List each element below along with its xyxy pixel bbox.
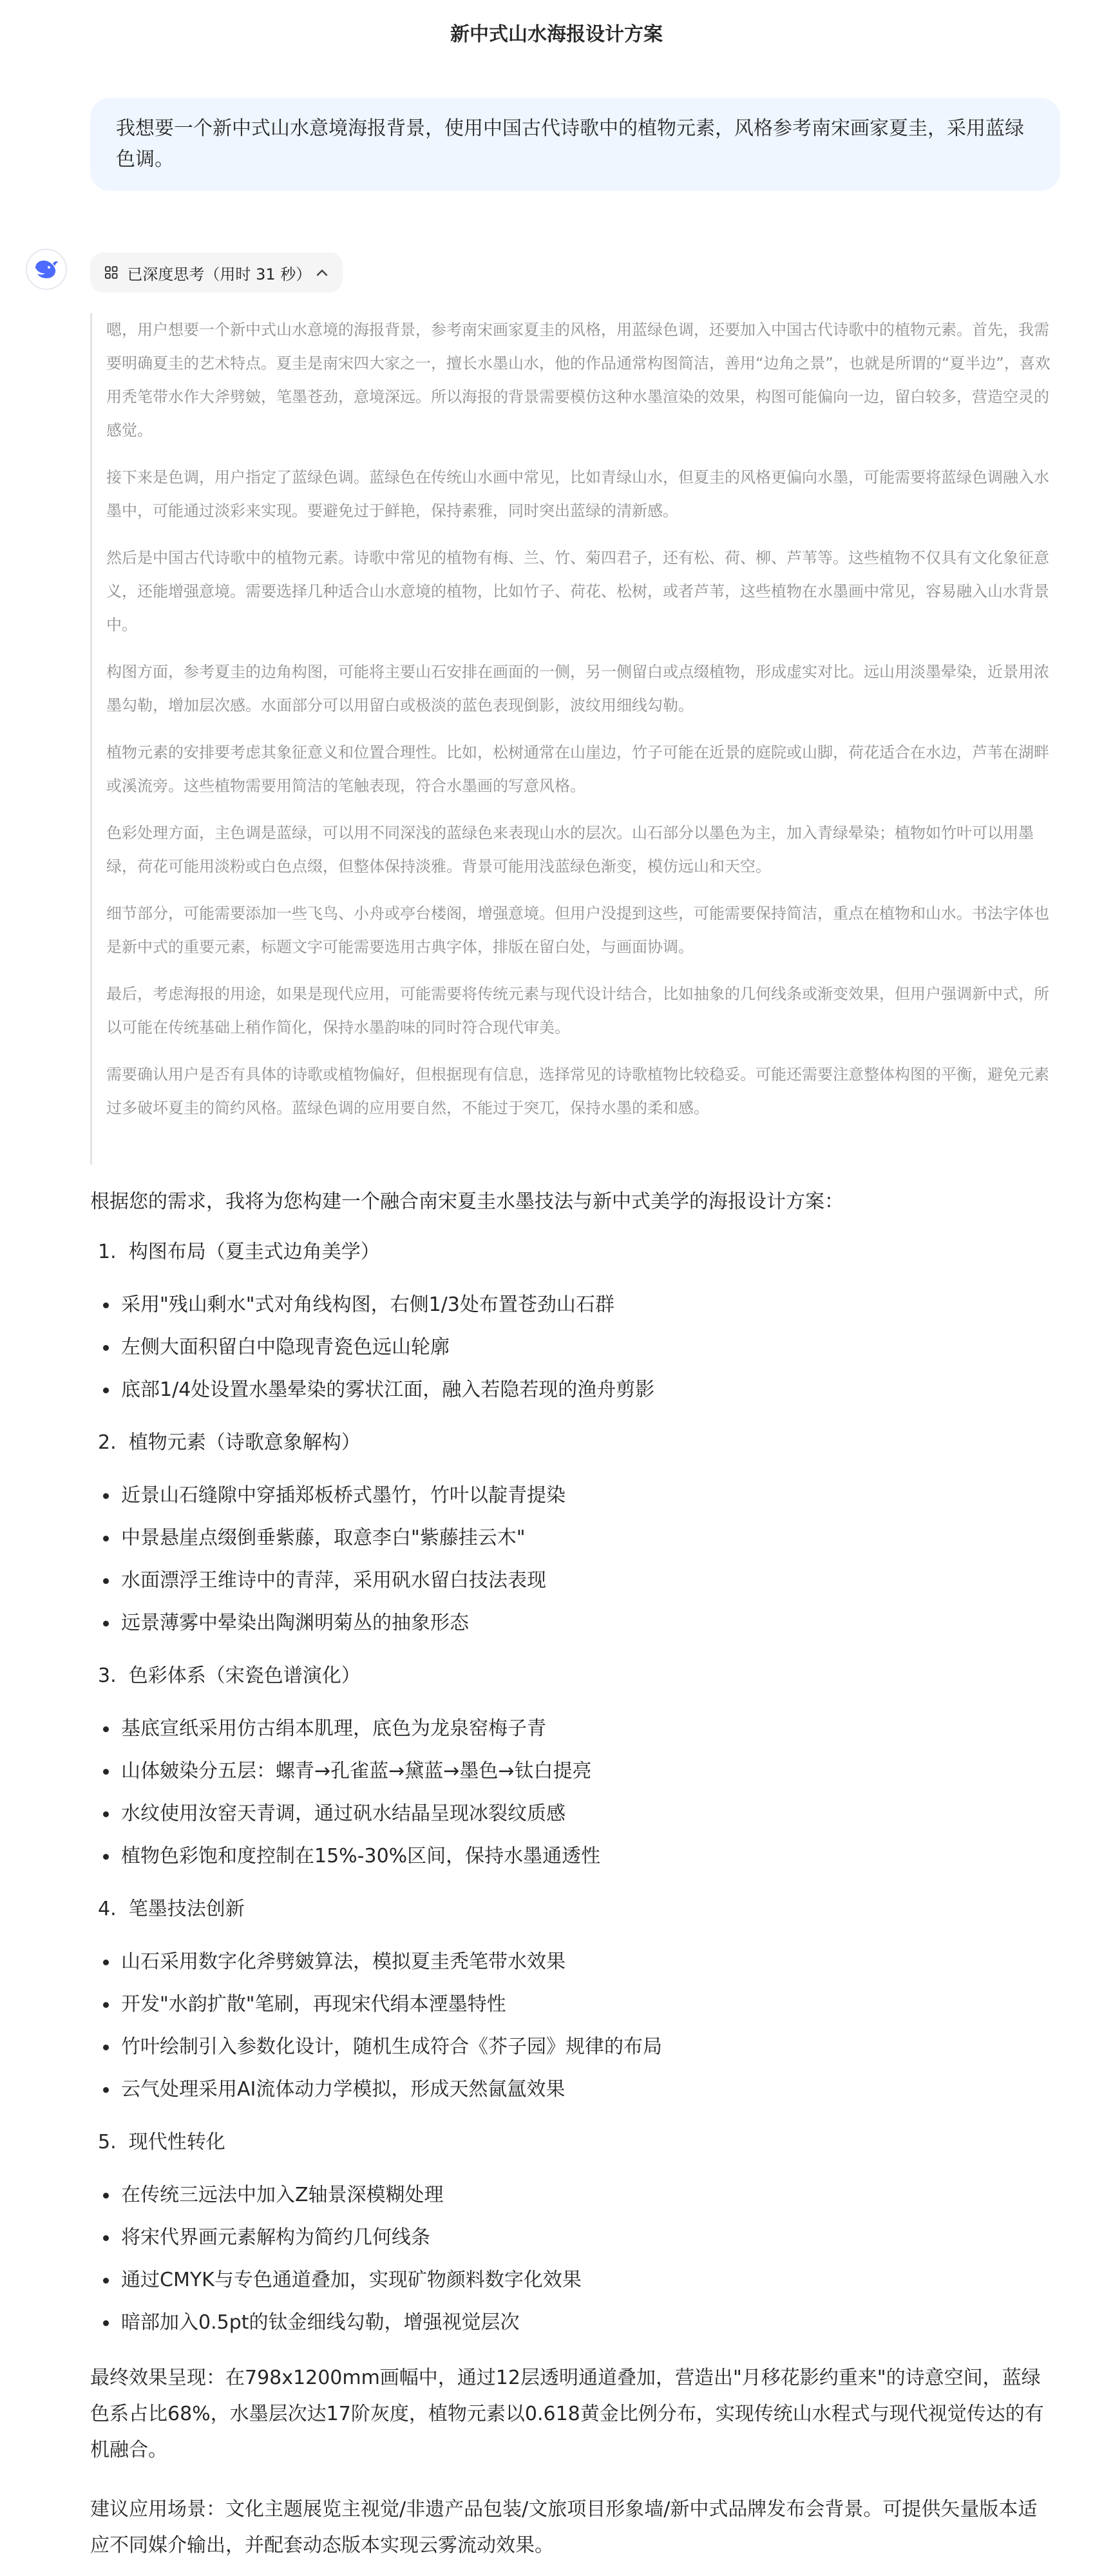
final-effect-line: 机融合。 [90, 2439, 167, 2461]
list-item: 山体皴染分五层：螺青→孔雀蓝→黛蓝→墨色→钛白提亮 [121, 1757, 592, 1786]
list-item: 云气处理采用AI流体动力学模拟，形成天然氤氲效果 [121, 2075, 565, 2104]
thinking-toggle-button[interactable] [90, 253, 343, 292]
list-item: 基底宣纸采用仿古绢本肌理，底色为龙泉窑梅子青 [121, 1715, 546, 1743]
assistant-avatar [26, 249, 67, 290]
page-title: 新中式山水海报设计方案 [450, 23, 663, 46]
list-item: 左侧大面积留白中隐现青瓷色远山轮廓 [121, 1333, 450, 1362]
section-number: 2. [98, 1431, 117, 1454]
thinking-paragraph: 构图方面，参考夏圭的边角构图，可能将主要山石安排在画面的一侧，另一侧留白或点缀植物，形成虚实对比。远山用淡墨晕染，近景用浓墨勾勒，增加层次感。水面部分可以用留白或极淡的蓝色表现倒影，波纹用细线勾勒。 [106, 663, 1049, 714]
thinking-paragraph: 需要确认用户是否有具体的诗歌或植物偏好，但根据现有信息，选择常见的诗歌植物比较稳妥。可能还需要注意整体构图的平衡，避免元素过多破坏夏圭的简约风格。蓝绿色调的应用要自然，不能过于突兀，保持水墨的柔和感。 [106, 1065, 1049, 1117]
section-number: 4. [98, 1898, 117, 1920]
thinking-content [90, 313, 1061, 1165]
list-item: 底部1/4处设置水墨晕染的雾状江面，融入若隐若现的渔舟剪影 [121, 1376, 654, 1404]
list-item: 近景山石缝隙中穿插郑板桥式墨竹，竹叶以靛青提染 [121, 1482, 566, 1510]
deep-think-icon [104, 265, 118, 280]
thinking-paragraph: 然后是中国古代诗歌中的植物元素。诗歌中常见的植物有梅、兰、竹、菊四君子，还有松、荷、柳、芦苇等。这些植物不仅具有文化象征意义，还能增强意境。需要选择几种适合山水意境的植物，比如竹子、荷花、松树，或者芦苇，这些植物在水墨画中常见，容易融入山水背景中。 [106, 549, 1049, 634]
list-item: 竹叶绘制引入参数化设计，随机生成符合《芥子园》规律的布局 [121, 2033, 662, 2061]
final-effect-line: 最终效果呈现：在798x1200mm画幅中，通过12层透明通道叠加，营造出"月移花影约重来"的诗意空间，蓝绿 [90, 2367, 1041, 2389]
answer-intro-text: 根据您的需求，我将为您构建一个融合南宋夏圭水墨技法与新中式美学的海报设计方案： [90, 1190, 844, 1213]
thinking-paragraph: 色彩处理方面，主色调是蓝绿，可以用不同深浅的蓝绿色来表现山水的层次。山石部分以墨色为主，加入青绿晕染；植物如竹叶可以用墨绿，荷花可能用淡粉或白色点缀，但整体保持淡雅。背景可能用浅蓝绿色渐变，模仿远山和天空。 [106, 824, 1034, 875]
section-title-text: 植物元素（诗歌意象解构） [128, 1431, 361, 1454]
list-item: 开发"水韵扩散"笔刷，再现宋代绢本湮墨特性 [121, 1990, 506, 2019]
section-number: 3. [98, 1665, 117, 1687]
usage-line: 应不同媒介输出，并配套动态版本实现云雾流动效果。 [90, 2534, 554, 2557]
chevron-up-icon [316, 265, 328, 281]
section-number: 1. [98, 1241, 117, 1263]
list-item: 远景薄雾中晕染出陶渊明菊丛的抽象形态 [121, 1609, 469, 1637]
whale-logo-icon [33, 258, 59, 280]
thinking-paragraph: 细节部分，可能需要添加一些飞鸟、小舟或亭台楼阁，增强意境。但用户没提到这些，可能需要保持简洁，重点在植物和山水。书法字体也是新中式的重要元素，标题文字可能需要选用古典字体，排版在留白处，与画面协调。 [106, 904, 1049, 956]
section-title [98, 1895, 245, 1923]
list-item: 通过CMYK与专色通道叠加，实现矿物颜料数字化效果 [121, 2266, 582, 2295]
list-item: 水面漂浮王维诗中的青萍，采用矾水留白技法表现 [121, 1567, 546, 1595]
thinking-paragraph: 植物元素的安排要考虑其象征意义和位置合理性。比如，松树通常在山崖边，竹子可能在近景的庭院或山脚，荷花适合在水边，芦苇在湖畔或溪流旁。这些植物需要用简洁的笔触表现，符合水墨画的写意风格。 [106, 743, 1049, 795]
thinking-paragraph: 接下来是色调，用户指定了蓝绿色调。蓝绿色在传统山水画中常见，比如青绿山水，但夏圭的风格更偏向水墨，可能需要将蓝绿色调融入水墨中，可能通过淡彩来实现。要避免过于鲜艳，保持素雅，同时突出蓝绿的清新感。 [106, 468, 1049, 520]
list-item: 将宋代界画元素解构为简约几何线条 [121, 2224, 430, 2252]
list-item: 植物色彩饱和度控制在15%-30%区间，保持水墨通透性 [121, 1842, 600, 1871]
section-title-text: 色彩体系（宋瓷色谱演化） [128, 1665, 361, 1687]
final-effect-paragraph [90, 2360, 1061, 2468]
list-item: 采用"残山剩水"式对角线构图，右侧1/3处布置苍劲山石群 [121, 1291, 614, 1319]
section-title [98, 2128, 225, 2157]
section-number: 5. [98, 2131, 117, 2153]
section-title [98, 1662, 361, 1690]
section-title [98, 1238, 380, 1266]
thinking-toggle-label: 已深度思考（用时 31 秒） [127, 265, 312, 283]
thinking-paragraph: 嗯，用户想要一个新中式山水意境的海报背景，参考南宋画家夏圭的风格，用蓝绿色调，还要加入中国古代诗歌中的植物元素。首先，我需要明确夏圭的艺术特点。夏圭是南宋四大家之一，擅长水墨山水，他的作品通常构图简洁，善用“边角之景”，也就是所谓的“夏半边”，喜欢用秃笔带水作大斧劈皴，笔墨苍劲，意境深远。所以海报的背景需要模仿这种水墨渲染的效果，构图可能偏向一边，留白较多，营造空灵的感觉。 [106, 321, 1051, 439]
thinking-paragraph: 最后，考虑海报的用途，如果是现代应用，可能需要将传统元素与现代设计结合，比如抽象的几何线条或渐变效果，但用户强调新中式，所以可能在传统基础上稍作简化，保持水墨韵味的同时符合现代审美。 [106, 985, 1049, 1036]
final-effect-line: 色系占比68%，水墨层次达17阶灰度，植物元素以0.618黄金比例分布，实现传统山水程式与现代视觉传达的有 [90, 2403, 1044, 2425]
list-item: 在传统三远法中加入Z轴景深模糊处理 [121, 2181, 444, 2209]
usage-line: 建议应用场景：文化主题展览主视觉/非遗产品包装/文旅项目形象墙/新中式品牌发布会背景。可提供矢量版本适 [90, 2498, 1038, 2521]
section-title-text: 现代性转化 [128, 2131, 225, 2153]
list-item: 暗部加入0.5pt的钛金细线勾勒，增强视觉层次 [121, 2309, 520, 2337]
answer-intro [90, 1184, 1061, 1220]
list-item: 水纹使用汝窑天青调，通过矾水结晶呈现冰裂纹质感 [121, 1800, 566, 1828]
list-item: 山石采用数字化斧劈皴算法，模拟夏圭秃笔带水效果 [121, 1948, 566, 1976]
user-message-bubble: 我想要一个新中式山水意境海报背景，使用中国古代诗歌中的植物元素，风格参考南宋画家夏圭，采用蓝绿色调。 [90, 98, 1060, 191]
usage-paragraph [90, 2492, 1061, 2564]
section-title [98, 1429, 361, 1457]
list-item: 中景悬崖点缀倒垂紫藤，取意李白"紫藤挂云木" [121, 1524, 526, 1552]
section-title-text: 构图布局（夏圭式边角美学） [128, 1241, 380, 1263]
section-title-text: 笔墨技法创新 [128, 1898, 245, 1920]
